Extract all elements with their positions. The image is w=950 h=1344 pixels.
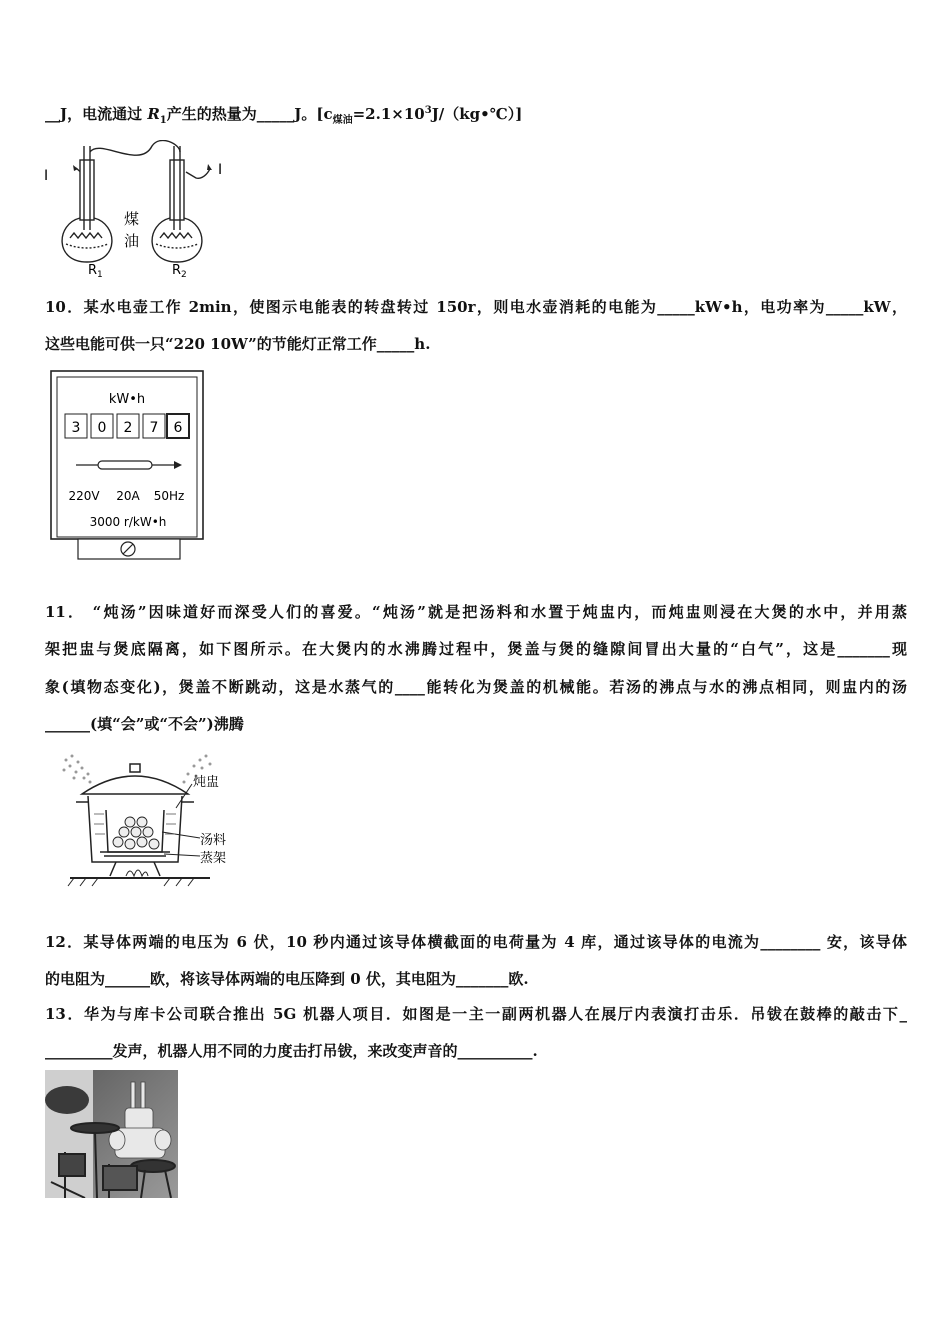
label-steam-rack: 蒸架 — [200, 851, 227, 866]
q13-text-line2: _________发声，机器人用不同的力度击打吊钹，来改变声音的__________. — [45, 1042, 538, 1060]
stew-pot-figure — [60, 752, 240, 892]
steam-rack — [100, 852, 170, 856]
q9-text-a: __J，电流通过 — [45, 105, 148, 123]
pot-lid — [82, 776, 188, 794]
meter-screw-icon — [121, 542, 135, 556]
q10-text-line1: 10．某水电壶工作 2min，使图示电能表的转盘转过 150r，则电水壶消耗的电能为_____kW•h，电功率为_____kW， — [45, 298, 907, 316]
steam-left — [63, 755, 92, 784]
meter-digit-3: 2 — [123, 420, 133, 436]
kerosene-label-top: 煤 — [124, 210, 140, 228]
q12-text-line2: 的电阻为______欧，将该导体两端的电压降到 0 伏，其电阻为_______欧. — [45, 970, 529, 988]
current-label-right: I — [218, 162, 223, 178]
q9-c-sub: 煤油 — [332, 115, 353, 126]
q11-text-line4: ______(填“会”或“不会”)沸腾 — [45, 715, 244, 733]
r2-label: $R_2$ — [172, 263, 187, 280]
current-arrow-right — [186, 168, 210, 178]
meter-frequency: 50Hz — [153, 489, 185, 503]
photo-dark-patch — [45, 1086, 89, 1114]
q12-text-line1: 12．某导体两端的电压为 6 伏，10 秒内通过该导体横截面的电荷量为 4 库，通过该导体的电流为________ 安，该导体 — [45, 933, 907, 951]
q10-text-line2: 这些电能可供一只“220 10W”的节能灯正常工作_____h. — [45, 335, 431, 353]
q9-text-d: J/（kg•℃）] — [431, 105, 523, 123]
meter-unit: kW•h — [108, 392, 146, 407]
q9-text-line — [45, 103, 907, 126]
ground-hatching — [68, 878, 194, 886]
connecting-wire — [90, 140, 180, 155]
kerosene-label-bottom: 油 — [124, 232, 140, 250]
q9-flask-figure — [40, 140, 240, 280]
energy-meter — [48, 368, 208, 562]
q9-r1: R — [147, 105, 160, 123]
robot-drum-photo — [45, 1070, 178, 1198]
label-stew-bowl: 炖盅 — [193, 775, 220, 790]
meter-digit-4: 7 — [149, 420, 159, 436]
meter-digit-2: 0 — [97, 420, 107, 436]
r1-label: $R_1$ — [88, 263, 103, 280]
q11-text-line2: 架把盅与煲底隔离，如下图所示。在大煲内的水沸腾过程中，煲盖与煲的缝隙间冒出大量的“白气”，这是_______现 — [45, 640, 907, 658]
meter-current: 20A — [116, 489, 140, 503]
q9-text-c: =2.1×10 — [352, 105, 425, 123]
lid-knob — [130, 764, 140, 772]
meter-constant: 3000 r/kW•h — [89, 515, 167, 529]
arrow-head-left — [73, 165, 78, 171]
q9-r1-sub: 1 — [159, 115, 167, 126]
label-soup-ingredients: 汤料 — [200, 833, 227, 848]
meter-digit-5: 6 — [173, 420, 183, 436]
meter-digit-1: 3 — [71, 420, 81, 436]
q13-text-line1: 13．华为与库卡公司联合推出 5G 机器人项目．如图是一主一副两机器人在展厅内表演打击乐．吊钹在鼓棒的敲击下_ — [45, 1005, 907, 1023]
q11-text-line3: 象(填物态变化)，煲盖不断跳动，这是水蒸气的____能转化为煲盖的机械能。若汤的沸点与水的沸点相同，则盅内的汤 — [45, 678, 907, 696]
q9-text-b: 产生的热量为_____J。[c — [166, 105, 333, 123]
q9-exponent: 3 — [424, 105, 432, 116]
flame-icon — [126, 870, 148, 876]
meter-voltage: 220V — [68, 489, 100, 503]
q11-text-line1: 11． “炖汤”因味道好而深受人们的喜爱。“炖汤”就是把汤料和水置于炖盅内，而炖盅则浸在大煲的水中，并用蒸 — [45, 603, 907, 621]
arrow-head-right — [207, 164, 212, 170]
left-flask — [62, 146, 112, 262]
current-label-left: I — [44, 168, 49, 184]
right-flask — [152, 146, 202, 262]
